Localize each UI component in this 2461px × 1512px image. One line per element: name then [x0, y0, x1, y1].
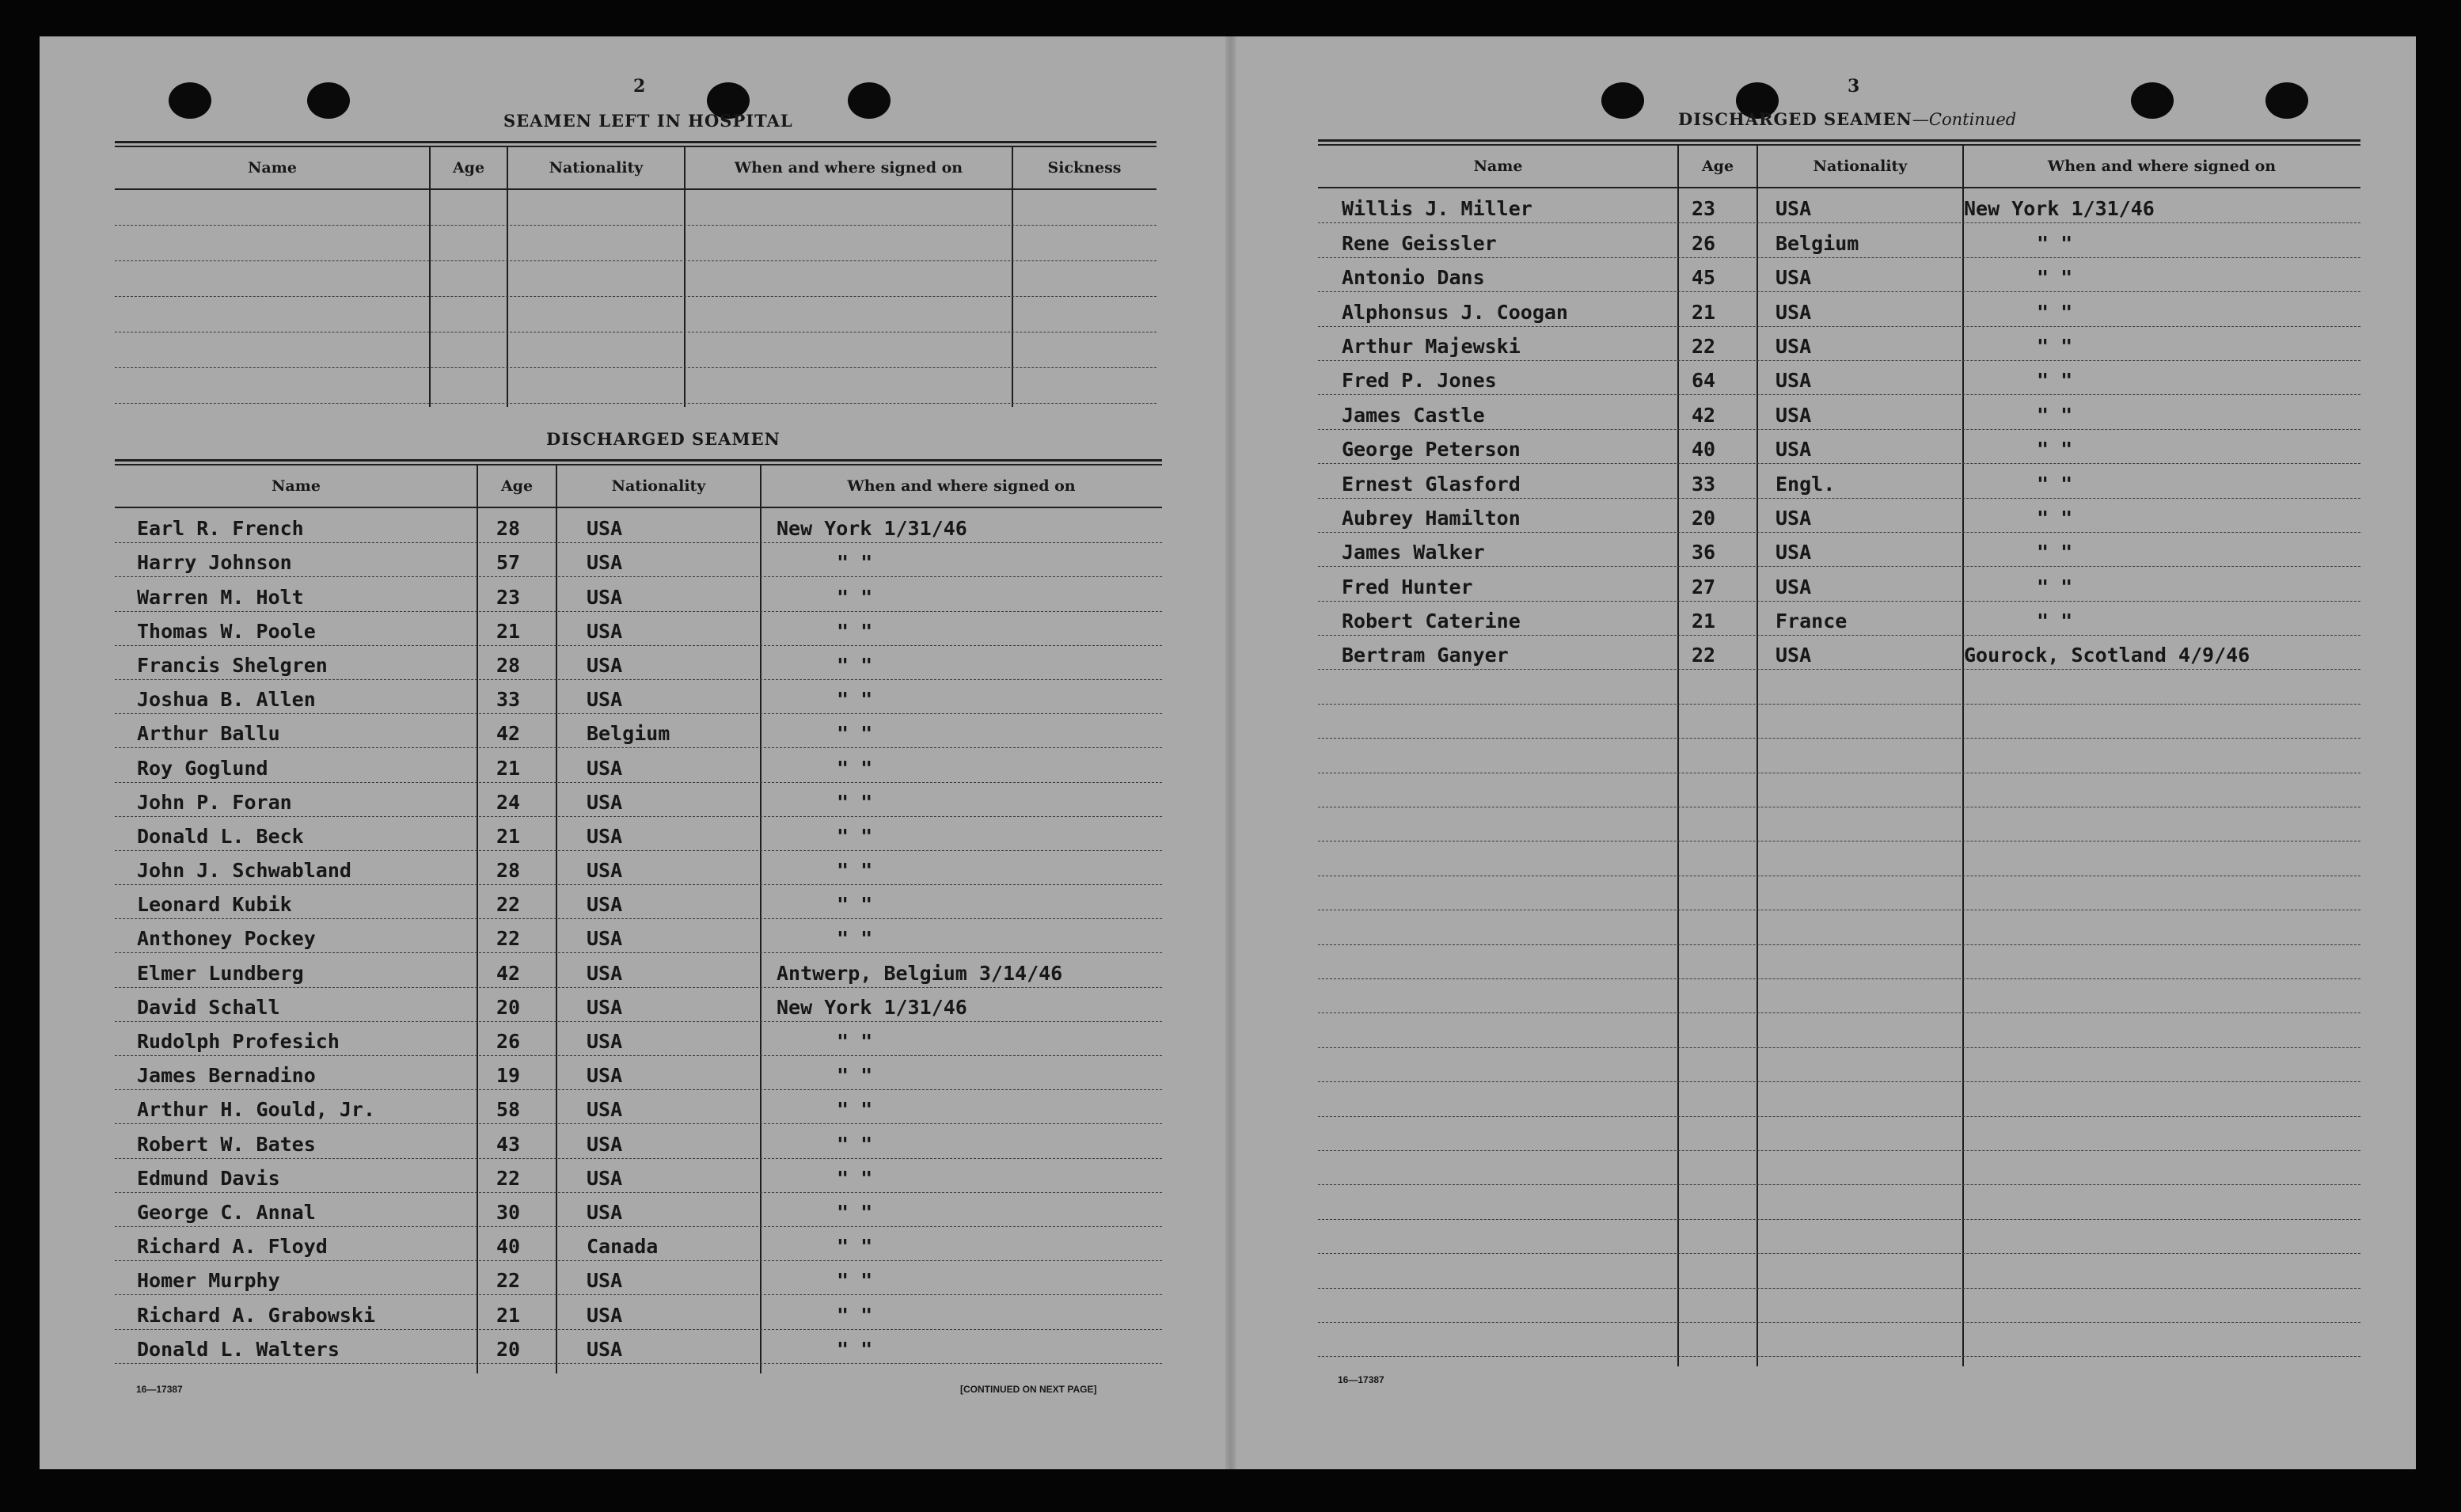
seaman-age: 30 — [496, 1200, 521, 1224]
seaman-nationality: USA — [587, 619, 623, 643]
table-row — [1318, 327, 2360, 361]
table-row — [115, 988, 1162, 1022]
double-rule — [115, 141, 1156, 147]
signed-on: " " — [2037, 231, 2073, 255]
table-row — [115, 1193, 1162, 1227]
table-row — [115, 646, 1162, 680]
seaman-age: 23 — [1692, 197, 1716, 221]
seaman-nationality: USA — [587, 517, 623, 541]
signed-on: " " — [2037, 610, 2073, 633]
seaman-name: Harry Johnson — [137, 551, 292, 575]
signed-on: " " — [837, 1303, 873, 1327]
seaman-nationality: USA — [587, 1098, 623, 1122]
signed-on: " " — [2037, 266, 2073, 290]
signed-on: " " — [837, 619, 873, 643]
table-row — [115, 817, 1162, 851]
signed-on: Antwerp, Belgium 3/14/46 — [777, 961, 1063, 985]
hospital-table — [115, 141, 1156, 407]
signed-on: Gourock, Scotland 4/9/46 — [1964, 644, 2250, 667]
table-row — [1318, 670, 2360, 704]
table-row — [115, 953, 1162, 987]
signed-on: " " — [2037, 575, 2073, 598]
signed-on: New York 1/31/46 — [1964, 197, 2155, 221]
seaman-name: Arthur Majewski — [1342, 334, 1521, 358]
seaman-age: 21 — [1692, 610, 1716, 633]
seaman-age: 45 — [1692, 266, 1716, 290]
signed-on: " " — [837, 859, 873, 883]
seaman-age: 22 — [496, 1269, 521, 1293]
seaman-name: Thomas W. Poole — [137, 619, 316, 643]
seaman-age: 21 — [1692, 300, 1716, 324]
seaman-age: 21 — [496, 1303, 521, 1327]
seaman-name: Fred Hunter — [1342, 575, 1473, 598]
signed-on: " " — [2037, 403, 2073, 427]
seaman-age: 40 — [1692, 438, 1716, 462]
seaman-nationality: USA — [1775, 644, 1812, 667]
seaman-nationality: USA — [587, 688, 623, 712]
signed-on: " " — [2037, 438, 2073, 462]
signed-on: New York 1/31/46 — [777, 995, 967, 1019]
seaman-age: 42 — [496, 722, 521, 746]
seaman-name: Ernest Glasford — [1342, 472, 1521, 496]
signed-on: " " — [837, 1166, 873, 1190]
double-rule — [115, 459, 1162, 465]
signed-on: " " — [837, 893, 873, 917]
signed-on: " " — [837, 1200, 873, 1224]
signed-on: " " — [837, 1269, 873, 1293]
table-row — [1318, 1048, 2360, 1082]
seaman-nationality: USA — [587, 551, 623, 575]
table-row — [115, 612, 1162, 646]
table-row — [1318, 1013, 2360, 1047]
seaman-age: 20 — [496, 1337, 521, 1361]
table-row — [115, 1090, 1162, 1124]
punch-hole — [1601, 82, 1644, 119]
seaman-name: Donald L. Beck — [137, 824, 304, 848]
seaman-name: Anthoney Pockey — [137, 927, 316, 951]
header-name: Name — [1473, 158, 1523, 175]
seaman-age: 22 — [496, 927, 521, 951]
signed-on: " " — [837, 722, 873, 746]
seaman-age: 42 — [1692, 403, 1716, 427]
seaman-age: 22 — [1692, 334, 1716, 358]
seaman-age: 19 — [496, 1064, 521, 1088]
seaman-nationality: Belgium — [587, 722, 670, 746]
signed-on: " " — [2037, 300, 2073, 324]
table-row — [1318, 1254, 2360, 1288]
punch-hole — [307, 82, 350, 119]
discharged-continued-rows — [1318, 189, 2360, 1357]
table-row — [1318, 292, 2360, 326]
table-row — [1318, 499, 2360, 533]
header-name: Name — [272, 477, 321, 495]
table-row — [1318, 567, 2360, 601]
table-row — [1318, 1117, 2360, 1151]
table-row — [1318, 464, 2360, 498]
seaman-nationality: USA — [587, 1030, 623, 1053]
signed-on: New York 1/31/46 — [777, 517, 967, 541]
seaman-nationality: USA — [1775, 266, 1812, 290]
seaman-nationality: USA — [1775, 506, 1812, 530]
seaman-nationality: USA — [587, 927, 623, 951]
seaman-age: 64 — [1692, 369, 1716, 393]
seaman-name: Rene Geissler — [1342, 231, 1497, 255]
table-row — [115, 297, 1156, 332]
seaman-age: 23 — [496, 585, 521, 609]
table-row — [1318, 841, 2360, 876]
seaman-name: Robert Caterine — [1342, 610, 1521, 633]
table-row — [1318, 1323, 2360, 1357]
table-row — [1318, 533, 2360, 567]
seaman-name: John J. Schwabland — [137, 859, 351, 883]
seaman-age: 33 — [1692, 472, 1716, 496]
seaman-age: 22 — [496, 1166, 521, 1190]
seaman-nationality: Canada — [587, 1235, 659, 1259]
signed-on: " " — [837, 927, 873, 951]
signed-on: " " — [837, 824, 873, 848]
table-row — [1318, 636, 2360, 670]
seaman-nationality: Belgium — [1775, 231, 1859, 255]
table-row — [115, 783, 1162, 817]
table-row — [1318, 1185, 2360, 1219]
seaman-nationality: France — [1775, 610, 1848, 633]
table-row — [115, 332, 1156, 368]
table-row — [1318, 1289, 2360, 1323]
table-header — [1318, 146, 2360, 188]
seaman-name: Willis J. Miller — [1342, 197, 1532, 221]
seaman-age: 28 — [496, 517, 521, 541]
header-age: Age — [500, 477, 534, 495]
seaman-name: George Peterson — [1342, 438, 1521, 462]
seaman-nationality: USA — [587, 995, 623, 1019]
seaman-nationality: USA — [1775, 369, 1812, 393]
seaman-nationality: USA — [1775, 438, 1812, 462]
table-row — [1318, 258, 2360, 292]
seaman-age: 33 — [496, 688, 521, 712]
table-row — [1318, 361, 2360, 395]
table-row — [115, 190, 1156, 226]
seaman-nationality: USA — [587, 1132, 623, 1156]
signed-on: " " — [837, 790, 873, 814]
table-row — [115, 1261, 1162, 1295]
seaman-age: 22 — [496, 893, 521, 917]
table-row — [115, 1022, 1162, 1056]
seaman-age: 20 — [496, 995, 521, 1019]
seaman-age: 20 — [1692, 506, 1716, 530]
discharged-title: DISCHARGED SEAMEN — [546, 429, 780, 449]
seaman-name: Warren M. Holt — [137, 585, 304, 609]
seaman-nationality: USA — [587, 1166, 623, 1190]
table-row — [115, 885, 1162, 919]
form-number: 16—17387 — [1338, 1374, 1384, 1385]
table-row — [1318, 1082, 2360, 1116]
seaman-age: 36 — [1692, 541, 1716, 564]
seaman-nationality: USA — [1775, 541, 1812, 564]
signed-on: " " — [837, 585, 873, 609]
table-row — [115, 1295, 1162, 1329]
discharged-continued-table — [1318, 139, 2360, 1366]
table-row — [115, 577, 1162, 611]
table-row — [115, 1056, 1162, 1090]
signed-on: " " — [837, 551, 873, 575]
header-signed-on: When and where signed on — [847, 477, 1076, 495]
seaman-name: Roy Goglund — [137, 756, 268, 780]
seaman-nationality: USA — [1775, 575, 1812, 598]
table-row — [1318, 979, 2360, 1013]
table-row — [1318, 807, 2360, 841]
table-row — [115, 368, 1156, 404]
header-signed-on: When and where signed on — [734, 159, 963, 177]
signed-on: " " — [837, 1132, 873, 1156]
table-row — [1318, 430, 2360, 464]
signed-on: " " — [2037, 472, 2073, 496]
seaman-nationality: Engl. — [1775, 472, 1836, 496]
seaman-name: Leonard Kubik — [137, 893, 292, 917]
header-sickness: Sickness — [1047, 159, 1122, 177]
signed-on: " " — [2037, 369, 2073, 393]
seaman-age: 28 — [496, 859, 521, 883]
table-row — [1318, 1220, 2360, 1254]
discharged-rows — [115, 509, 1162, 1364]
seaman-nationality: USA — [587, 859, 623, 883]
seaman-nationality: USA — [587, 893, 623, 917]
seaman-age: 27 — [1692, 575, 1716, 598]
signed-on: " " — [837, 1098, 873, 1122]
hospital-rows — [115, 190, 1156, 404]
seaman-name: George C. Annal — [137, 1200, 316, 1224]
seaman-name: Homer Murphy — [137, 1269, 280, 1293]
seaman-age: 57 — [496, 551, 521, 575]
seaman-name: Donald L. Walters — [137, 1337, 340, 1361]
seaman-name: Earl R. French — [137, 517, 304, 541]
signed-on: " " — [2037, 541, 2073, 564]
form-number: 16—17387 — [136, 1384, 183, 1395]
seaman-name: Aubrey Hamilton — [1342, 506, 1521, 530]
table-row — [115, 851, 1162, 885]
seaman-nationality: USA — [1775, 300, 1812, 324]
seaman-age: 26 — [1692, 231, 1716, 255]
table-row — [1318, 602, 2360, 636]
seaman-name: Francis Shelgren — [137, 653, 328, 677]
seaman-age: 28 — [496, 653, 521, 677]
table-row — [115, 509, 1162, 543]
seaman-nationality: USA — [587, 1337, 623, 1361]
discharged-continued-title — [1678, 109, 2016, 129]
table-header — [115, 147, 1156, 190]
table-header — [115, 465, 1162, 508]
table-row — [115, 1330, 1162, 1364]
signed-on: " " — [837, 1235, 873, 1259]
signed-on: " " — [837, 1337, 873, 1361]
header-name: Name — [248, 159, 297, 177]
table-row — [115, 748, 1162, 782]
seaman-nationality: USA — [587, 961, 623, 985]
punch-hole — [169, 82, 211, 119]
table-row — [1318, 773, 2360, 807]
header-age: Age — [1701, 158, 1734, 175]
seaman-age: 24 — [496, 790, 521, 814]
seaman-name: Arthur H. Gould, Jr. — [137, 1098, 376, 1122]
page-number: 2 — [633, 76, 646, 97]
table-row — [1318, 223, 2360, 257]
seaman-name: Richard A. Floyd — [137, 1235, 328, 1259]
signed-on: " " — [837, 756, 873, 780]
table-row — [115, 1159, 1162, 1193]
seaman-age: 21 — [496, 756, 521, 780]
table-row — [115, 226, 1156, 261]
double-rule — [1318, 139, 2360, 146]
table-row — [115, 1124, 1162, 1158]
seaman-age: 22 — [1692, 644, 1716, 667]
seaman-nationality: USA — [587, 1200, 623, 1224]
seaman-name: David Schall — [137, 995, 280, 1019]
punch-hole — [2265, 82, 2308, 119]
seaman-name: Bertram Ganyer — [1342, 644, 1509, 667]
seaman-name: Edmund Davis — [137, 1166, 280, 1190]
seaman-age: 43 — [496, 1132, 521, 1156]
title-text: DISCHARGED SEAMEN — [1678, 109, 1912, 129]
seaman-name: Arthur Ballu — [137, 722, 280, 746]
page-fold — [1225, 36, 1236, 1469]
seaman-name: James Bernadino — [137, 1064, 316, 1088]
seaman-name: James Walker — [1342, 541, 1485, 564]
seaman-name: Alphonsus J. Coogan — [1342, 300, 1568, 324]
seaman-age: 42 — [496, 961, 521, 985]
signed-on: " " — [2037, 506, 2073, 530]
table-row — [1318, 705, 2360, 739]
punch-hole — [848, 82, 891, 119]
table-row — [115, 543, 1162, 577]
continued-note: [CONTINUED ON NEXT PAGE] — [960, 1384, 1097, 1395]
table-row — [1318, 945, 2360, 979]
seaman-nationality: USA — [1775, 334, 1812, 358]
hospital-title: SEAMEN LEFT IN HOSPITAL — [503, 111, 793, 131]
table-row — [115, 1227, 1162, 1261]
table-row — [1318, 739, 2360, 773]
signed-on: " " — [837, 688, 873, 712]
table-row — [1318, 876, 2360, 910]
seaman-age: 21 — [496, 824, 521, 848]
seaman-name: Richard A. Grabowski — [137, 1303, 376, 1327]
seaman-age: 40 — [496, 1235, 521, 1259]
table-row — [115, 261, 1156, 297]
header-nationality: Nationality — [611, 477, 706, 495]
header-nationality: Nationality — [1813, 158, 1908, 175]
header-age: Age — [452, 159, 485, 177]
punch-hole — [2131, 82, 2174, 119]
seaman-nationality: USA — [587, 756, 623, 780]
seaman-name: Robert W. Bates — [137, 1132, 316, 1156]
seaman-name: Elmer Lundberg — [137, 961, 304, 985]
seaman-name: James Castle — [1342, 403, 1485, 427]
seaman-name: Rudolph Profesich — [137, 1030, 340, 1053]
header-signed-on: When and where signed on — [2047, 158, 2277, 175]
seaman-nationality: USA — [587, 1269, 623, 1293]
signed-on: " " — [837, 1064, 873, 1088]
table-row — [1318, 910, 2360, 944]
signed-on: " " — [837, 1030, 873, 1053]
seaman-name: Joshua B. Allen — [137, 688, 316, 712]
seaman-age: 26 — [496, 1030, 521, 1053]
table-row — [1318, 395, 2360, 429]
title-suffix: —Continued — [1912, 110, 2017, 129]
seaman-nationality: USA — [587, 824, 623, 848]
seaman-name: Antonio Dans — [1342, 266, 1485, 290]
page-number: 3 — [1848, 76, 1860, 97]
signed-on: " " — [837, 653, 873, 677]
table-row — [115, 919, 1162, 953]
table-row — [115, 714, 1162, 748]
seaman-nationality: USA — [1775, 403, 1812, 427]
seaman-age: 58 — [496, 1098, 521, 1122]
table-row — [1318, 1151, 2360, 1185]
seaman-nationality: USA — [587, 1064, 623, 1088]
table-row — [115, 680, 1162, 714]
seaman-nationality: USA — [1775, 197, 1812, 221]
discharged-table — [115, 459, 1162, 1373]
seaman-age: 21 — [496, 619, 521, 643]
seaman-nationality: USA — [587, 653, 623, 677]
seaman-nationality: USA — [587, 1303, 623, 1327]
header-nationality: Nationality — [549, 159, 644, 177]
seaman-name: John P. Foran — [137, 790, 292, 814]
seaman-nationality: USA — [587, 585, 623, 609]
table-row — [1318, 189, 2360, 223]
seaman-name: Fred P. Jones — [1342, 369, 1497, 393]
seaman-nationality: USA — [587, 790, 623, 814]
signed-on: " " — [2037, 334, 2073, 358]
